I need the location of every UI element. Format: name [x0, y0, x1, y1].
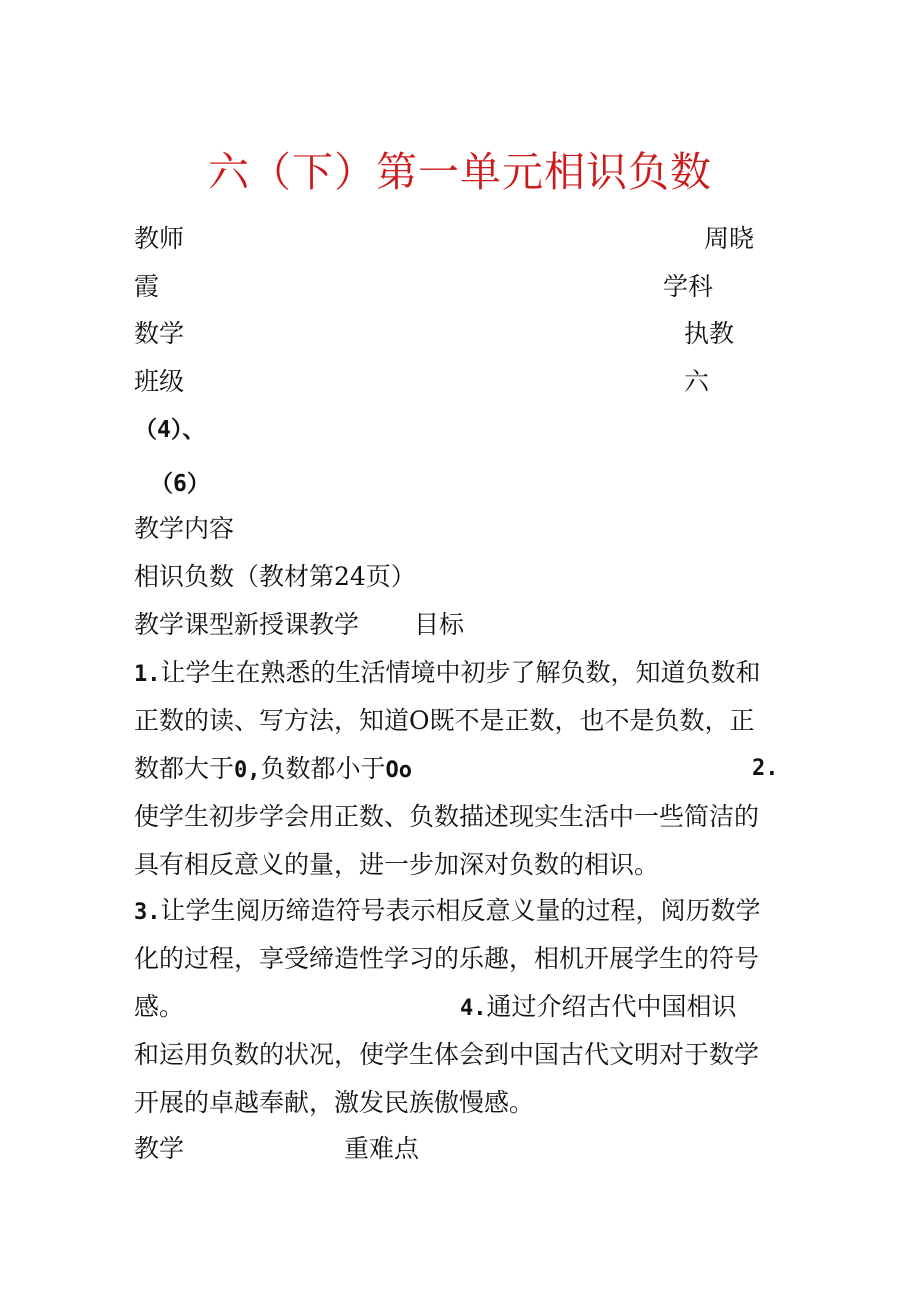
objective-4-number: 4.	[460, 996, 487, 1021]
objective-2-line-1: 使学生初步学会用正数、负数描述现实生活中一些简洁的	[134, 802, 760, 831]
class-value-6: （6）	[150, 471, 210, 497]
objective-3-line-3: 感。	[134, 992, 185, 1021]
objective-2-number: 2.	[752, 756, 779, 781]
objective-1-text-3c: 负数都小于	[260, 754, 386, 783]
objective-1-line-3	[134, 752, 412, 788]
objective-3-text-1: 让学生阅历缔造符号表示相反意义量的过程，阅历数学	[160, 896, 761, 925]
objective-1-number: 1.	[134, 662, 161, 687]
difficulty-label-b: 重难点	[344, 1134, 420, 1163]
objective-2-line-2: 具有相反意义的量，进一步加深对负数的相识。	[134, 850, 660, 879]
teacher-name: 周晓	[704, 224, 755, 253]
lesson-type-line: 教学课型新授课教学	[134, 610, 360, 639]
teacher-label: 教师	[134, 224, 185, 253]
objective-1-line-2: 正数的读、写方法，知道O既不是正数，也不是负数，正	[134, 706, 755, 735]
objective-3-line-2: 化的过程，享受缔造性学习的乐趣，相机开展学生的符号	[134, 944, 760, 973]
objective-1-text-1: 让学生在熟悉的生活情境中初步了解负数，知道负数和	[160, 658, 761, 687]
objectives-label: 目标	[414, 610, 465, 639]
objective-3-number: 3.	[134, 900, 161, 925]
objective-1-text-3a: 数都大于	[134, 754, 235, 783]
class-label-cont: 班级	[134, 367, 185, 396]
class-value: 六	[684, 367, 710, 396]
objective-4-line-2: 和运用负数的状况，使学生体会到中国古代文明对于数学	[134, 1040, 760, 1069]
teacher-name-cont: 霞	[134, 272, 160, 301]
objective-1-line-1	[134, 656, 761, 692]
objective-4-line-1	[460, 990, 737, 1026]
objective-4-line-3: 开展的卓越奉献，激发民族傲慢感。	[134, 1088, 535, 1117]
objective-3-line-1	[134, 894, 761, 930]
objective-1-zero-end: Oo	[385, 758, 413, 783]
objective-4-text-1: 通过介绍古代中国相识	[486, 992, 737, 1021]
objective-1-zero: 0,	[234, 758, 261, 783]
subject-label: 学科	[663, 272, 714, 301]
page-title: 六（下）第一单元相识负数	[208, 148, 712, 196]
difficulty-label-a: 教学	[134, 1134, 185, 1163]
content-value: 相识负数（教材第24页）	[134, 562, 416, 591]
class-label: 执教	[684, 319, 735, 348]
content-label: 教学内容	[134, 514, 235, 543]
class-value-4: （4）、	[134, 417, 206, 443]
subject-value: 数学	[134, 319, 185, 348]
